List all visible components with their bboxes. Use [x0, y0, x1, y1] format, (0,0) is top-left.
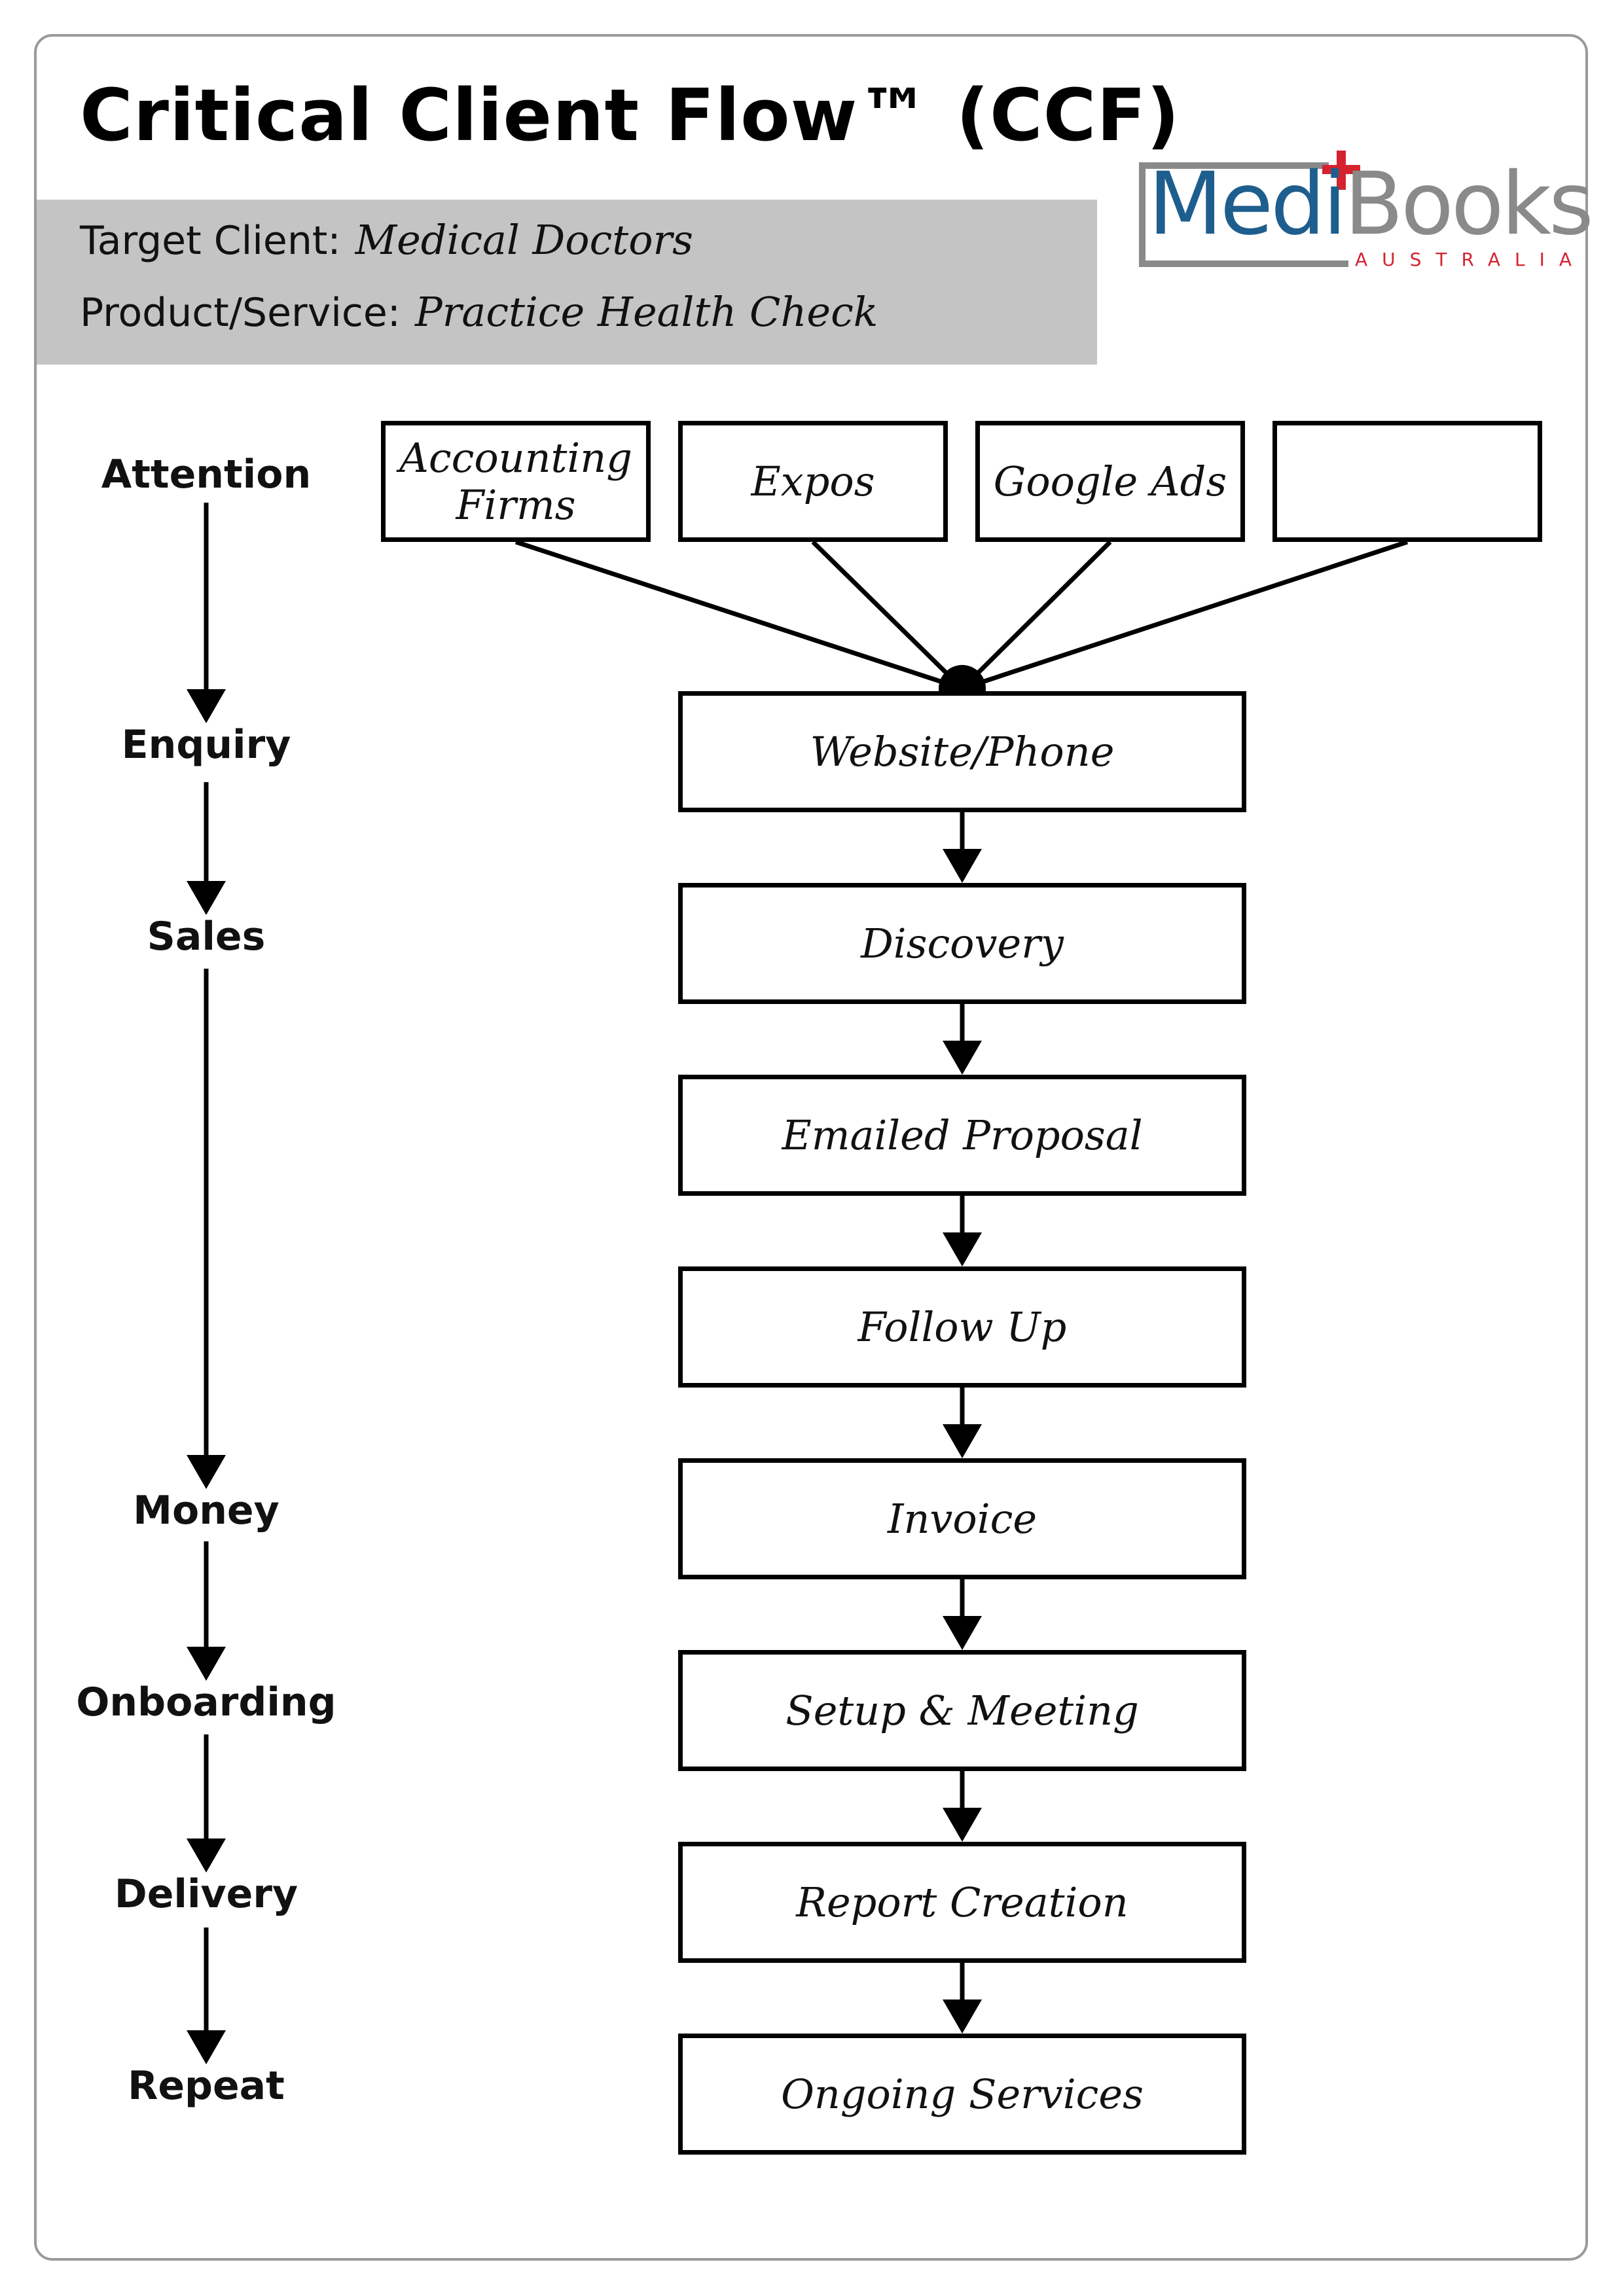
flow-box-report-creation: Report Creation	[678, 1842, 1246, 1963]
flow-arrow-head	[943, 1041, 982, 1075]
stage-arrow-head	[187, 1839, 226, 1873]
source-box-google-ads: Google Ads	[975, 421, 1245, 542]
target-client-label: Target Client:	[80, 218, 341, 264]
flow-box-follow-up: Follow Up	[678, 1266, 1246, 1388]
stage-sales: Sales	[147, 914, 266, 960]
stage-arrow-head	[187, 881, 226, 915]
flow-box-discovery: Discovery	[678, 883, 1246, 1004]
stage-arrow-head	[187, 1455, 226, 1489]
source-box-accounting-firms: Accounting Firms	[381, 421, 651, 542]
source-connector	[962, 542, 1407, 689]
flow-box-setup-meeting: Setup & Meeting	[678, 1650, 1246, 1771]
source-connector	[516, 542, 962, 689]
stage-money: Money	[133, 1488, 280, 1534]
target-client-value: Medical Doctors	[355, 216, 693, 264]
stage-arrow-head	[187, 2030, 226, 2064]
source-connector	[813, 542, 962, 689]
flow-arrow-head	[943, 2000, 982, 2034]
product-service-label: Product/Service:	[80, 290, 401, 336]
source-box-empty	[1272, 421, 1542, 542]
logo-wordmark: MediBooks	[1148, 154, 1591, 255]
stage-delivery: Delivery	[114, 1871, 298, 1917]
flow-arrow-head	[943, 849, 982, 883]
stage-onboarding: Onboarding	[76, 1679, 336, 1725]
flow-box-invoice: Invoice	[678, 1458, 1246, 1579]
flow-box-emailed-proposal: Emailed Proposal	[678, 1075, 1246, 1196]
flow-box-ongoing-services: Ongoing Services	[678, 2034, 1246, 2155]
logo-country: AUSTRALIA	[1355, 249, 1587, 270]
stage-arrow-head	[187, 1647, 226, 1681]
stage-enquiry: Enquiry	[121, 722, 291, 768]
stage-repeat: Repeat	[128, 2063, 285, 2109]
page-title: Critical Client Flow™ (CCF)	[80, 73, 1180, 157]
flow-arrow-head	[943, 1424, 982, 1458]
flow-arrow-head	[943, 1616, 982, 1650]
flow-arrow-head	[943, 1808, 982, 1842]
flow-box-website-phone: Website/Phone	[678, 691, 1246, 812]
source-box-expos: Expos	[678, 421, 948, 542]
product-service-value: Practice Health Check	[415, 288, 878, 336]
stage-arrow-head	[187, 689, 226, 723]
flow-arrow-head	[943, 1232, 982, 1266]
stage-attention: Attention	[101, 452, 312, 497]
